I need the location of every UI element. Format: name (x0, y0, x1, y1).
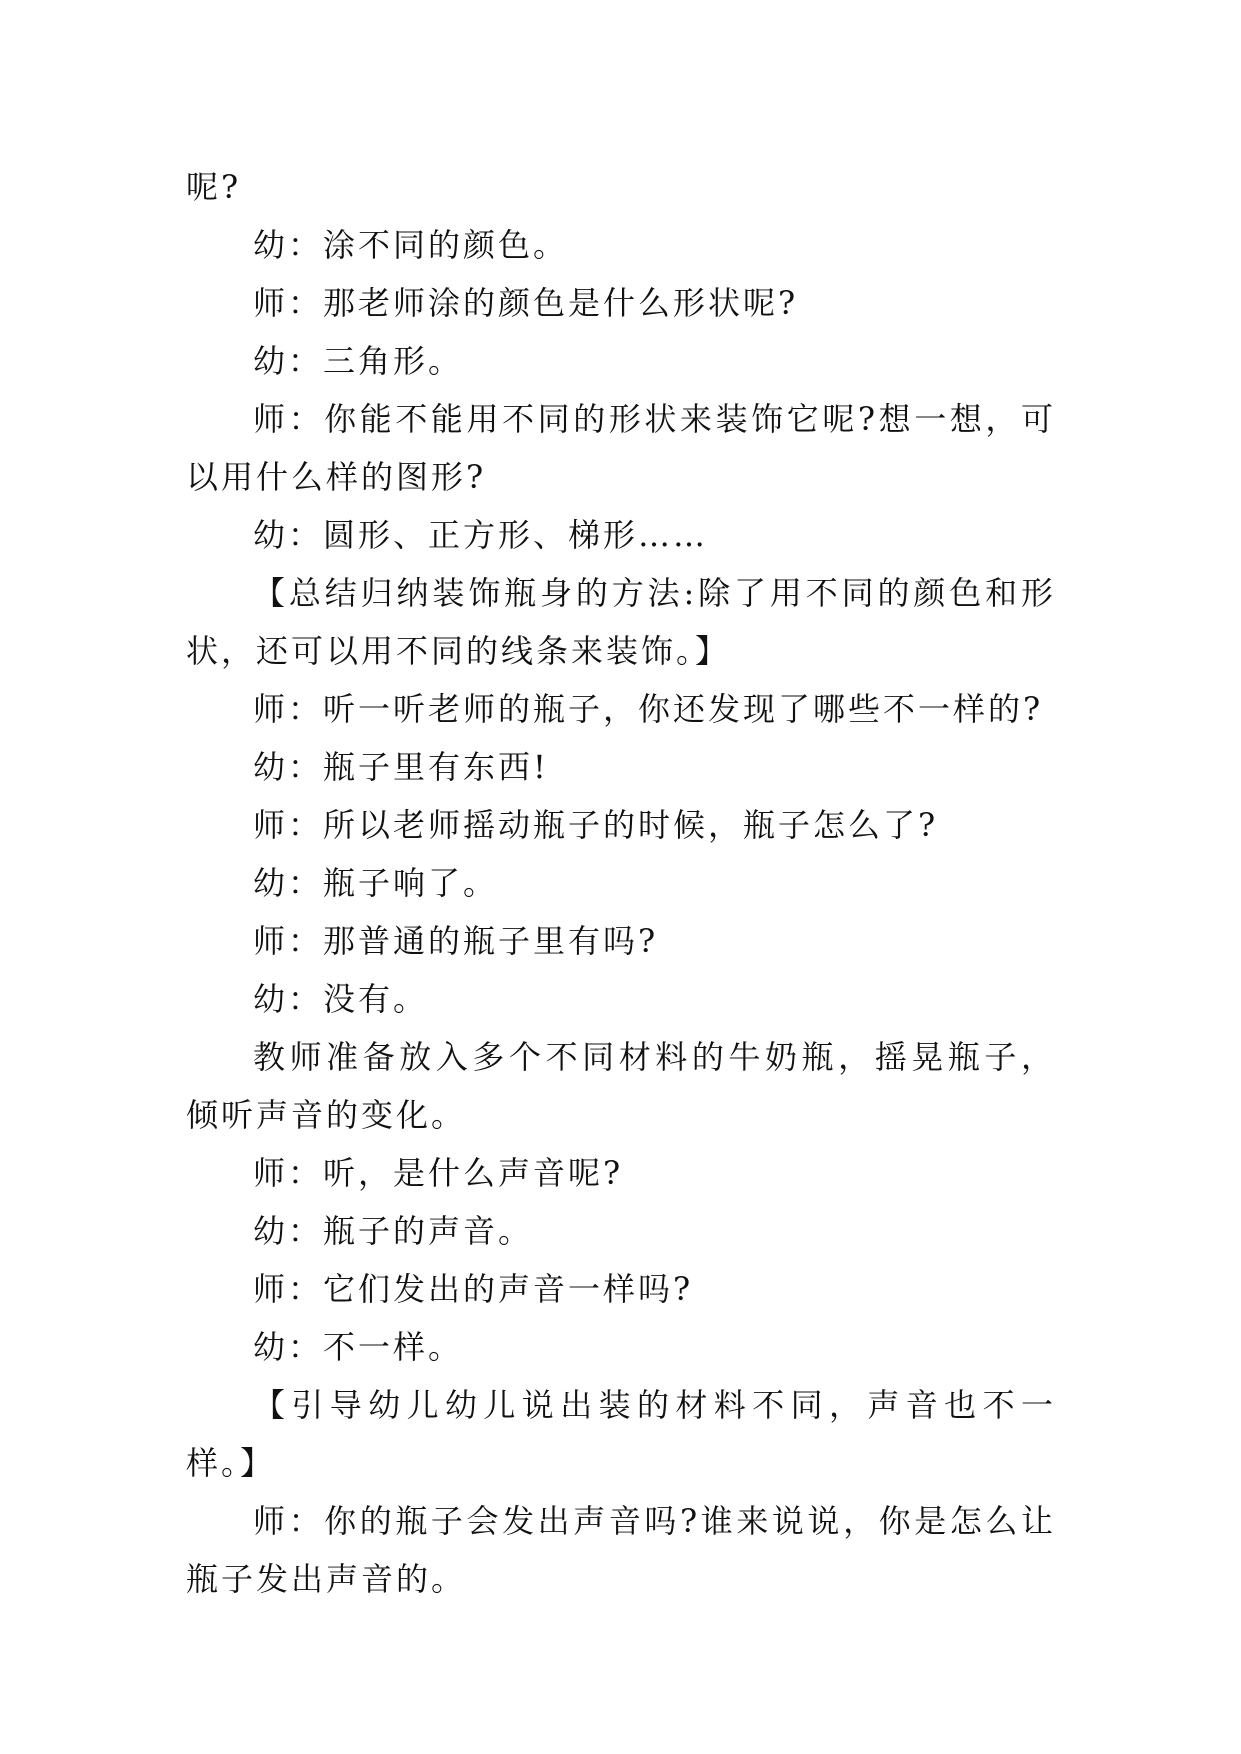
paragraph: 呢? (186, 168, 242, 206)
paragraph: 师：你能不能用不同的形状来装饰它呢?想一想，可以用什么样的图形? (186, 400, 1056, 496)
paragraph: 幼：涂不同的颜色。 (253, 226, 569, 264)
paragraph: 师：听，是什么声音呢? (253, 1154, 624, 1192)
paragraph: 教师准备放入多个不同材料的牛奶瓶，摇晃瓶子，倾听声音的变化。 (186, 1038, 1056, 1134)
paragraph: 幼：三角形。 (253, 342, 464, 380)
paragraph: 师：所以老师摇动瓶子的时候，瓶子怎么了? (253, 806, 939, 844)
paragraph: 幼：不一样。 (253, 1328, 464, 1366)
guidance-note: 【引导幼儿幼儿说出装的材料不同，声音也不一样。】 (186, 1386, 1056, 1482)
document-body (186, 158, 1056, 1608)
paragraph: 幼：瓶子的声音。 (253, 1212, 534, 1250)
paragraph: 师：它们发出的声音一样吗? (253, 1270, 694, 1308)
summary-note: 【总结归纳装饰瓶身的方法:除了用不同的颜色和形状，还可以用不同的线条来装饰。】 (186, 574, 1056, 670)
paragraph: 师：听一听老师的瓶子，你还发现了哪些不一样的? (253, 690, 1044, 728)
paragraph: 师：那老师涂的颜色是什么形状呢? (253, 284, 799, 322)
paragraph: 师：那普通的瓶子里有吗? (253, 922, 659, 960)
paragraph: 幼：瓶子响了。 (253, 864, 499, 902)
paragraph: 师：你的瓶子会发出声音吗?谁来说说，你是怎么让瓶子发出声音的。 (186, 1502, 1056, 1598)
paragraph: 幼：没有。 (253, 980, 429, 1018)
paragraph: 幼：瓶子里有东西! (253, 748, 549, 786)
paragraph: 幼：圆形、正方形、梯形…… (253, 516, 709, 554)
